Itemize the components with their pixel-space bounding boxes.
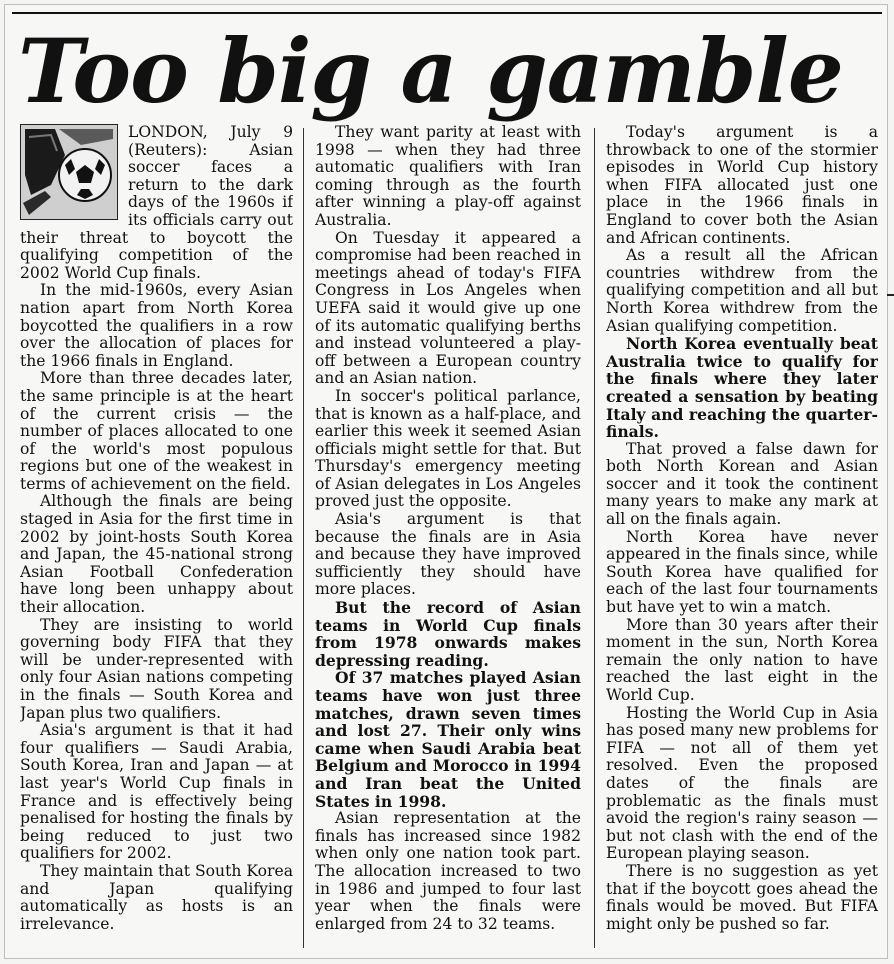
column-divider xyxy=(594,128,595,948)
article-paragraph: As a result all the African countries withdrew from the qualifying competition and all but North Korea withdrew from the Asian qualifying competition. xyxy=(606,246,878,335)
margin-mark xyxy=(887,294,894,296)
article-paragraph: Asia's argument is that it had four qualifiers — Saudi Arabia, South Korea, Iran and Japan — at last year's World Cup finals in France and is effectively being penalised for hosting the finals by being reduced to just two qualifiers for 2002. xyxy=(20,721,293,863)
top-rule xyxy=(12,12,882,14)
article-paragraph: But the record of Asian teams in World Cup finals from 1978 onwards makes depressing reading. xyxy=(315,598,581,670)
article-paragraph: They are insisting to world governing body FIFA that they will be under-represented with only four Asian nations competing in the finals — South Korea and Japan plus two qualifiers. xyxy=(20,615,293,722)
article-paragraph: More than 30 years after their moment in the sun, North Korea remain the only nation to have reached the last eight in the World Cup. xyxy=(606,615,878,704)
article-paragraph: North Korea eventually beat Australia twice to qualify for the finals where they later created a sensation by beating Italy and reaching the quarter-finals. xyxy=(606,334,878,442)
article-column-2 xyxy=(315,124,581,954)
column-3-paragraphs xyxy=(606,124,878,933)
article-paragraph: There is no suggestion as yet that if the boycott goes ahead the finals would be moved. But FIFA might only be pushed so far. xyxy=(606,861,878,933)
article-paragraph: More than three decades later, the same principle is at the heart of the current crisis — the number of places allocated to one of the world's most populous regions but one of the weakest in terms of achievement on the field. xyxy=(20,369,293,493)
column-2-paragraphs xyxy=(315,124,581,933)
soccer-ball-and-boot-photo xyxy=(20,124,118,220)
article-paragraph: In soccer's political parlance, that is known as a half-place, and earlier this week it seemed Asian officials might settle for that. But Thursday's emergency meeting of Asian delegates in Los Angeles proved just the opposite. xyxy=(315,386,581,511)
article-paragraph: Although the finals are being staged in Asia for the first time in 2002 by joint-hosts South Korea and Japan, the 45-national strong Asian Football Confederation have long been unhappy about their allocation. xyxy=(20,492,293,617)
article-paragraph: Today's argument is a throwback to one of the stormier episodes in World Cup history when FIFA allocated just one place in the 1966 finals in England to cover both the Asian and African continents. xyxy=(606,124,878,247)
article-paragraph: Hosting the World Cup in Asia has posed many new problems for FIFA — not all of them yet resolved. Even the proposed dates of the finals are problematic as the finals must avoid the region's rainy season — but not clash with the end of the European playing season. xyxy=(606,703,878,863)
article-paragraph: They want parity at least with 1998 — when they had three automatic qualifiers with Iran coming through as the fourth after winning a play-off against Australia. xyxy=(315,124,581,229)
article-paragraph: In the mid-1960s, every Asian nation apart from North Korea boycotted the qualifiers in a row over the allocation of places for the 1966 finals in England. xyxy=(20,281,293,370)
headline: Too big a gamble xyxy=(18,19,843,123)
article-column-3 xyxy=(606,124,878,954)
article-paragraph: That proved a false dawn for both North Korean and Asian soccer and it took the continent many years to make any mark at all on the finals again. xyxy=(606,439,878,529)
article-column-1 xyxy=(20,124,293,954)
soccer-ball-icon xyxy=(21,125,117,219)
article-paragraph: On Tuesday it appeared a compromise had been reached in meetings ahead of today's FIFA Congress in Los Angeles when UEFA said it would give up one of its automatic qualifying berths and instead volunteered a play-off between a European country and an Asian nation. xyxy=(315,228,581,388)
article-paragraph: Asia's argument is that because the finals are in Asia and because they have improved sufficiently they should have more places. xyxy=(315,510,581,599)
column-divider xyxy=(303,128,304,948)
column-1-paragraphs xyxy=(20,124,293,933)
article-paragraph: LONDON, July 9 (Reuters): Asian soccer faces a return to the dark days of the 1960s if its officials carry out their threat to boycott the qualifying competition of the 2002 World Cup finals. xyxy=(20,124,293,282)
article-paragraph: Of 37 matches played Asian teams have won just three matches, drawn seven times and lost 27. Their only wins came when Saudi Arabia beat Belgium and Morocco in 1994 and Iran beat the United States in 1998. xyxy=(315,668,581,811)
article-paragraph: Asian representation at the finals has increased since 1982 when only one nation took part. The allocation increased to two in 1986 and jumped to four last year when the finals were enlarged from 24 to 32 teams. xyxy=(315,809,581,933)
article-paragraph: They maintain that South Korea and Japan qualifying automatically as hosts is an irrelevance. xyxy=(20,861,293,933)
article-paragraph: North Korea have never appeared in the finals since, while South Korea have qualified for each of the last four tournaments but have yet to win a match. xyxy=(606,527,878,617)
